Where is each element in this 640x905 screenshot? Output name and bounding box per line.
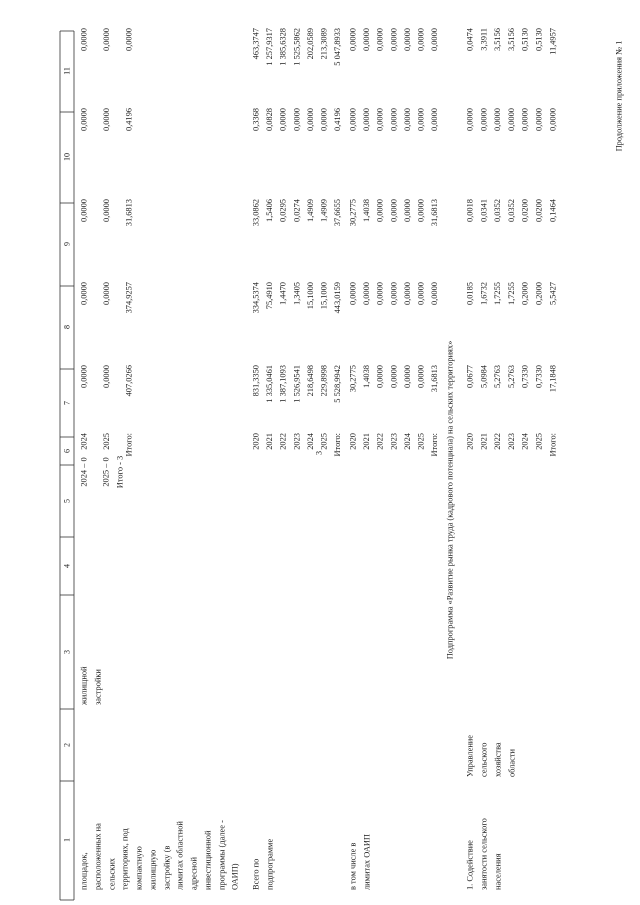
row-label-line: застройку (в bbox=[162, 845, 172, 890]
value-cell: 1 385,6328 bbox=[278, 28, 288, 66]
value-cell: 0,0000 bbox=[79, 108, 89, 132]
value-cell: 0,0000 bbox=[402, 28, 412, 52]
value-cell: 0,0000 bbox=[389, 365, 399, 389]
section-ground-plots bbox=[80, 456, 240, 891]
year-cell: 2025 bbox=[534, 433, 544, 450]
year-cell: 2024 bbox=[402, 433, 412, 450]
column-number-header bbox=[63, 67, 72, 842]
page-number: 3 bbox=[314, 450, 324, 456]
value-cell: 0,0000 bbox=[402, 199, 412, 223]
year-cell: Итого: bbox=[430, 433, 440, 457]
value-cell: 0,0000 bbox=[79, 28, 89, 52]
value-cell: 0,0200 bbox=[534, 199, 544, 223]
row-label-line: области bbox=[507, 749, 517, 777]
value-cell: 30,2775 bbox=[348, 365, 358, 393]
value-cell: 0,0000 bbox=[416, 365, 426, 389]
year-cell: Итого: bbox=[333, 433, 343, 457]
year-cell: 2020 bbox=[348, 433, 358, 450]
value-cell: 0,4196 bbox=[124, 108, 134, 132]
row-label-line: лимитах ОАИП bbox=[362, 834, 372, 890]
year-cell: 2022 bbox=[493, 433, 503, 450]
value-cell: 0,0000 bbox=[402, 282, 412, 306]
value-cell: 0,0000 bbox=[305, 108, 315, 132]
section1-rows bbox=[80, 28, 134, 457]
value-cell: 0,0341 bbox=[479, 199, 489, 223]
value-cell: 0,0018 bbox=[465, 199, 475, 223]
value-cell: 0,1464 bbox=[548, 199, 558, 223]
section-rural-employment bbox=[466, 735, 517, 890]
value-cell: 0,0352 bbox=[493, 199, 503, 223]
year-cell: 2025 bbox=[102, 433, 111, 450]
value-cell: 0,0000 bbox=[79, 199, 89, 223]
value-cell: 0,0000 bbox=[102, 282, 111, 306]
value-cell: 1,4470 bbox=[278, 282, 288, 306]
value-cell: 0,0000 bbox=[102, 28, 111, 52]
value-cell: 1,6732 bbox=[479, 282, 489, 306]
value-cell: 37,6655 bbox=[333, 199, 343, 227]
value-cell: 1 387,1093 bbox=[278, 365, 288, 403]
value-cell: 0,0677 bbox=[465, 365, 475, 389]
value-cell: 0,0000 bbox=[292, 108, 302, 132]
plot-count: 2024 – 0 bbox=[79, 457, 89, 487]
row-label-line: адресной bbox=[189, 857, 199, 890]
value-cell: 0,0000 bbox=[389, 108, 399, 132]
row-label-line: сельского bbox=[479, 742, 489, 777]
value-cell: 0,0000 bbox=[493, 108, 503, 132]
value-cell: 0,0000 bbox=[102, 108, 111, 132]
section4-rows bbox=[466, 27, 558, 456]
value-cell: 31,6813 bbox=[430, 199, 440, 227]
value-cell: 0,0000 bbox=[416, 199, 426, 223]
value-cell: 1,4038 bbox=[362, 365, 372, 389]
row-label-line: в том числе в bbox=[348, 842, 358, 890]
value-cell: 1,7255 bbox=[506, 282, 516, 306]
value-cell: 0,7330 bbox=[520, 365, 530, 389]
year-cell: Итого: bbox=[124, 433, 134, 457]
value-cell: 443,0159 bbox=[333, 282, 343, 314]
value-cell: 75,4910 bbox=[265, 282, 275, 310]
value-cell: 5,5427 bbox=[548, 282, 558, 306]
row-label-line: населения bbox=[493, 853, 503, 890]
value-cell: 0,0000 bbox=[389, 282, 399, 306]
row-label-line: хозяйства bbox=[493, 742, 503, 777]
year-cell: 2024 bbox=[305, 433, 315, 450]
value-cell: 0,4196 bbox=[333, 108, 343, 132]
year-cell: 2021 bbox=[479, 433, 489, 450]
value-cell: 3,5156 bbox=[506, 28, 516, 52]
value-cell: 0,2000 bbox=[520, 282, 530, 306]
value-cell: 374,9257 bbox=[124, 282, 134, 314]
value-cell: 213,3089 bbox=[319, 28, 329, 60]
row-label-line: жилищной bbox=[79, 666, 89, 705]
value-cell: 0,0000 bbox=[102, 365, 111, 389]
value-cell: 0,3368 bbox=[251, 108, 261, 132]
row-label-line: компактную bbox=[134, 846, 144, 890]
section2-rows bbox=[252, 28, 343, 457]
value-cell: 0,0000 bbox=[402, 108, 412, 132]
section3-rows bbox=[349, 28, 440, 457]
value-cell: 0,0000 bbox=[416, 282, 426, 306]
row-label-line: занятости сельского bbox=[479, 818, 489, 890]
value-cell: 0,0000 bbox=[362, 28, 372, 52]
year-cell: 2021 bbox=[362, 433, 372, 450]
row-label-line: подпрограмме bbox=[265, 838, 275, 890]
value-cell: 31,6813 bbox=[430, 365, 440, 393]
year-cell: 2020 bbox=[251, 433, 261, 450]
header-cell: 3 bbox=[62, 650, 72, 654]
header-cell: 2 bbox=[62, 743, 72, 747]
value-cell: 0,0000 bbox=[102, 199, 111, 223]
value-cell: 1,7255 bbox=[493, 282, 503, 306]
value-cell: 5 047,8933 bbox=[333, 28, 343, 66]
value-cell: 5,2763 bbox=[493, 365, 503, 389]
year-cell: 2023 bbox=[292, 433, 302, 450]
value-cell: 229,8998 bbox=[319, 365, 329, 397]
row-label-line: территориях, под bbox=[120, 828, 130, 890]
header-cell: 8 bbox=[62, 325, 72, 329]
row-label-line: площадок, bbox=[79, 852, 89, 890]
value-cell: 0,0000 bbox=[430, 28, 440, 52]
value-cell: 5,2763 bbox=[506, 365, 516, 389]
year-cell: 2022 bbox=[375, 433, 385, 450]
subprogram-title: Подпрограмма «Развитие рынка труда (кадрового потенциала) на сельских территориях» bbox=[445, 340, 455, 660]
year-cell: 2020 bbox=[465, 433, 475, 450]
year-cell: 2023 bbox=[389, 433, 399, 450]
value-cell: 218,6498 bbox=[305, 365, 315, 397]
year-cell: 2022 bbox=[278, 433, 288, 450]
value-cell: 0,0000 bbox=[389, 28, 399, 52]
value-cell: 3,5156 bbox=[493, 28, 503, 52]
value-cell: 0,0000 bbox=[348, 108, 358, 132]
value-cell: 202,0589 bbox=[305, 28, 315, 60]
value-cell: 0,0352 bbox=[506, 199, 516, 223]
row-label-line: лимитах областной bbox=[175, 821, 185, 890]
value-cell: 0,0000 bbox=[362, 108, 372, 132]
value-cell: 0,0185 bbox=[465, 282, 475, 306]
value-cell: 1 526,9541 bbox=[292, 365, 302, 403]
value-cell: 0,0474 bbox=[465, 28, 475, 52]
value-cell: 1,4038 bbox=[362, 199, 372, 223]
value-cell: 15,1000 bbox=[305, 282, 315, 310]
year-cell: 2025 bbox=[319, 433, 329, 450]
value-cell: 0,0000 bbox=[520, 108, 530, 132]
value-cell: 11,4957 bbox=[548, 28, 558, 55]
header-cell: 4 bbox=[62, 564, 72, 568]
year-cell: 2023 bbox=[506, 433, 516, 450]
value-cell: 5,0984 bbox=[479, 365, 489, 389]
value-cell: 1,5406 bbox=[265, 199, 275, 223]
continuation-title: Продолжение приложения № 1 bbox=[614, 40, 624, 152]
value-cell: 0,0000 bbox=[375, 282, 385, 306]
value-cell: 0,0000 bbox=[479, 108, 489, 132]
row-label-line: Управление bbox=[465, 734, 475, 777]
value-cell: 31,6813 bbox=[124, 199, 134, 227]
value-cell: 5 528,9942 bbox=[333, 365, 343, 403]
value-cell: 30,2775 bbox=[348, 199, 358, 227]
value-cell: 3,3911 bbox=[479, 28, 489, 51]
year-cell: Итого: bbox=[548, 433, 558, 457]
value-cell: 0,0000 bbox=[348, 28, 358, 52]
header-cell: 6 bbox=[62, 449, 72, 453]
row-label-line: сельских bbox=[107, 858, 117, 890]
value-cell: 33,0862 bbox=[251, 199, 261, 227]
plot-count: 2025 – 0 bbox=[101, 457, 111, 487]
value-cell: 0,0000 bbox=[402, 365, 412, 389]
value-cell: 0,0000 bbox=[548, 108, 558, 132]
value-cell: 0,5130 bbox=[534, 28, 544, 52]
value-cell: 0,0000 bbox=[465, 108, 475, 132]
value-cell: 0,0274 bbox=[292, 199, 302, 223]
value-cell: 1 257,9317 bbox=[265, 28, 275, 66]
value-cell: 463,3747 bbox=[251, 28, 261, 60]
year-cell: 2024 bbox=[79, 433, 89, 450]
value-cell: 1,3405 bbox=[292, 282, 302, 306]
value-cell: 0,0000 bbox=[375, 199, 385, 223]
row-label-line: 1. Содействие bbox=[465, 840, 475, 890]
value-cell: 0,0000 bbox=[278, 108, 288, 132]
value-cell: 15,1000 bbox=[319, 282, 329, 310]
value-cell: 0,0828 bbox=[265, 108, 275, 132]
year-cell: 2025 bbox=[416, 433, 426, 450]
value-cell: 0,5130 bbox=[520, 28, 530, 52]
plot-count: Итого - 3 bbox=[115, 455, 125, 489]
header-cell: 7 bbox=[62, 401, 72, 405]
header-cell: 9 bbox=[62, 242, 72, 246]
row-label-line: Всего по bbox=[251, 858, 261, 890]
value-cell: 0,0000 bbox=[348, 282, 358, 306]
value-cell: 0,0000 bbox=[375, 108, 385, 132]
row-label-line: жилищную bbox=[148, 849, 158, 890]
row-label-line: инвестиционной bbox=[203, 830, 213, 890]
value-cell: 0,0000 bbox=[362, 282, 372, 306]
value-cell: 1,4909 bbox=[319, 199, 329, 223]
row-label-line: программы (далее - bbox=[217, 820, 227, 890]
value-cell: 0,0000 bbox=[389, 199, 399, 223]
value-cell: 0,0295 bbox=[278, 199, 288, 223]
value-cell: 0,0000 bbox=[375, 365, 385, 389]
value-cell: 0,0000 bbox=[375, 28, 385, 52]
value-cell: 0,7330 bbox=[534, 365, 544, 389]
header-cell: 5 bbox=[62, 499, 72, 503]
value-cell: 0,0000 bbox=[430, 282, 440, 306]
value-cell: 0,0000 bbox=[124, 28, 134, 52]
value-cell: 0,0000 bbox=[79, 365, 89, 389]
value-cell: 1,4909 bbox=[305, 199, 315, 223]
value-cell: 0,0000 bbox=[506, 108, 516, 132]
row-label-line: ОАИП) bbox=[230, 863, 240, 890]
value-cell: 0,0200 bbox=[520, 199, 530, 223]
header-cell: 11 bbox=[62, 67, 72, 75]
value-cell: 334,5374 bbox=[251, 282, 261, 314]
section-total-subprogram bbox=[252, 839, 275, 890]
value-cell: 0,0000 bbox=[430, 108, 440, 132]
row-label-line: застройки bbox=[93, 669, 103, 705]
value-cell: 1 525,5862 bbox=[292, 28, 302, 66]
year-cell: 2021 bbox=[265, 433, 275, 450]
value-cell: 0,2000 bbox=[534, 282, 544, 306]
value-cell: 831,3350 bbox=[251, 365, 261, 397]
section-oaip-limits bbox=[349, 834, 372, 890]
value-cell: 0,0000 bbox=[319, 108, 329, 132]
year-cell: 2024 bbox=[520, 433, 530, 450]
value-cell: 407,0266 bbox=[124, 365, 134, 397]
value-cell: 1 335,0461 bbox=[265, 365, 275, 403]
value-cell: 0,0000 bbox=[416, 108, 426, 132]
value-cell: 17,1848 bbox=[548, 365, 558, 393]
value-cell: 0,0000 bbox=[534, 108, 544, 132]
row-label-line: расположенных на bbox=[93, 823, 103, 890]
value-cell: 0,0000 bbox=[79, 282, 89, 306]
value-cell: 0,0000 bbox=[416, 28, 426, 52]
header-cell: 1 bbox=[62, 838, 72, 842]
header-cell: 10 bbox=[62, 153, 72, 161]
